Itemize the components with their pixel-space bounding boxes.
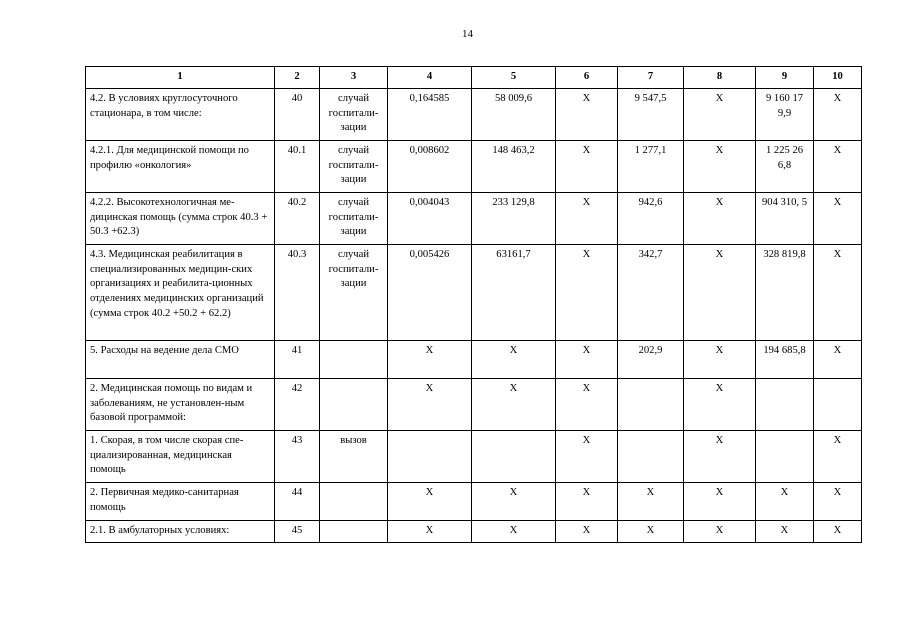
- table-cell: Х: [618, 520, 684, 542]
- column-header: 6: [556, 67, 618, 89]
- data-table: [85, 66, 862, 543]
- column-header: 7: [618, 67, 684, 89]
- table-cell: Х: [472, 340, 556, 378]
- table-cell: случай госпитали-зации: [320, 192, 388, 244]
- column-header: 8: [684, 67, 756, 89]
- table-cell: [756, 378, 814, 430]
- table-cell: [320, 520, 388, 542]
- table-cell: Х: [684, 340, 756, 378]
- table-cell: Х: [756, 520, 814, 542]
- table-cell: [618, 430, 684, 482]
- table-cell: 42: [275, 378, 320, 430]
- table-cell: 233 129,8: [472, 192, 556, 244]
- table-cell: 40.2: [275, 192, 320, 244]
- table-cell: [388, 430, 472, 482]
- table-cell: Х: [684, 244, 756, 340]
- table-cell: 5. Расходы на ведение дела СМО: [86, 340, 275, 378]
- column-header: 10: [814, 67, 862, 89]
- table-cell: 9 547,5: [618, 88, 684, 140]
- table-cell: Х: [814, 88, 862, 140]
- table-row: [86, 520, 862, 542]
- table-cell: Х: [388, 340, 472, 378]
- table-row: [86, 430, 862, 482]
- table-cell: Х: [556, 378, 618, 430]
- table-cell: 4.2.1. Для медицинской помощи по профилю «онкология»: [86, 140, 275, 192]
- table-cell: 904 310, 5: [756, 192, 814, 244]
- table-row: [86, 378, 862, 430]
- table-cell: Х: [684, 520, 756, 542]
- table-cell: 41: [275, 340, 320, 378]
- column-header: 1: [86, 67, 275, 89]
- table-cell: Х: [556, 192, 618, 244]
- table-cell: 0,004043: [388, 192, 472, 244]
- table-cell: Х: [388, 520, 472, 542]
- table-cell: [618, 378, 684, 430]
- table-cell: Х: [472, 378, 556, 430]
- table-cell: [320, 482, 388, 520]
- table-cell: Х: [684, 378, 756, 430]
- table-cell: Х: [556, 520, 618, 542]
- table-cell: 2.1. В амбулаторных условиях:: [86, 520, 275, 542]
- table-cell: Х: [556, 430, 618, 482]
- table-header-row: [86, 67, 862, 89]
- table-row: [86, 340, 862, 378]
- table-cell: Х: [684, 88, 756, 140]
- table-cell: 4.2.2. Высокотехнологичная ме-дицинская помощь (сумма строк 40.3 + 50.3 +62.3): [86, 192, 275, 244]
- table-cell: 1 277,1: [618, 140, 684, 192]
- table-cell: 2. Медицинская помощь по видам и заболеваниям, не установлен-ным базовой программой:: [86, 378, 275, 430]
- table-cell: 40: [275, 88, 320, 140]
- table-cell: случай госпитали-зации: [320, 244, 388, 340]
- page-number: 14: [462, 28, 473, 40]
- table-row: [86, 88, 862, 140]
- table-cell: Х: [618, 482, 684, 520]
- table-cell: 2. Первичная медико-санитарная помощь: [86, 482, 275, 520]
- table-cell: 44: [275, 482, 320, 520]
- table-cell: 4.3. Медицинская реабилитация в специализированных медицин-ских организациях и реабилита-ционных отделениях медицинских организаций (сумма строк 40.2 +50.2 + 62.2): [86, 244, 275, 340]
- table-cell: 43: [275, 430, 320, 482]
- table-cell: вызов: [320, 430, 388, 482]
- table-cell: Х: [556, 340, 618, 378]
- table-cell: 194 685,8: [756, 340, 814, 378]
- column-header: 9: [756, 67, 814, 89]
- table-cell: Х: [814, 520, 862, 542]
- table-cell: случай госпитали-зации: [320, 88, 388, 140]
- table-cell: Х: [814, 244, 862, 340]
- table-cell: [320, 378, 388, 430]
- table-cell: 40.1: [275, 140, 320, 192]
- table-cell: 0,005426: [388, 244, 472, 340]
- table-cell: [814, 378, 862, 430]
- column-header: 4: [388, 67, 472, 89]
- table-cell: Х: [556, 140, 618, 192]
- table-row: [86, 482, 862, 520]
- table-cell: Х: [388, 378, 472, 430]
- table-cell: Х: [684, 430, 756, 482]
- table-cell: Х: [556, 244, 618, 340]
- column-header: 2: [275, 67, 320, 89]
- table-row: [86, 244, 862, 340]
- table-cell: 45: [275, 520, 320, 542]
- table-cell: 0,008602: [388, 140, 472, 192]
- table-cell: 202,9: [618, 340, 684, 378]
- table-cell: 342,7: [618, 244, 684, 340]
- table-cell: 9 160 17 9,9: [756, 88, 814, 140]
- table-cell: 328 819,8: [756, 244, 814, 340]
- table-cell: 148 463,2: [472, 140, 556, 192]
- table-cell: Х: [756, 482, 814, 520]
- table-row: [86, 192, 862, 244]
- table-cell: Х: [684, 192, 756, 244]
- table-cell: 40.3: [275, 244, 320, 340]
- table-cell: 1 225 26 6,8: [756, 140, 814, 192]
- table-cell: 63161,7: [472, 244, 556, 340]
- table-cell: Х: [472, 482, 556, 520]
- table-cell: 1. Скорая, в том числе скорая спе-циализированная, медицинская помощь: [86, 430, 275, 482]
- table-cell: Х: [684, 482, 756, 520]
- table-cell: Х: [814, 140, 862, 192]
- column-header: 5: [472, 67, 556, 89]
- table-cell: 4.2. В условиях круглосуточного стационара, в том числе:: [86, 88, 275, 140]
- table-cell: 0,164585: [388, 88, 472, 140]
- table-cell: 942,6: [618, 192, 684, 244]
- table-cell: Х: [814, 482, 862, 520]
- table-cell: [320, 340, 388, 378]
- table-row: [86, 140, 862, 192]
- table-cell: Х: [556, 88, 618, 140]
- table-cell: Х: [684, 140, 756, 192]
- table-cell: Х: [556, 482, 618, 520]
- table-cell: [756, 430, 814, 482]
- table-cell: [472, 430, 556, 482]
- column-header: 3: [320, 67, 388, 89]
- table-cell: случай госпитали-зации: [320, 140, 388, 192]
- table-cell: Х: [472, 520, 556, 542]
- table-cell: Х: [814, 192, 862, 244]
- table-cell: Х: [814, 340, 862, 378]
- table-cell: Х: [388, 482, 472, 520]
- table-cell: Х: [814, 430, 862, 482]
- table-cell: 58 009,6: [472, 88, 556, 140]
